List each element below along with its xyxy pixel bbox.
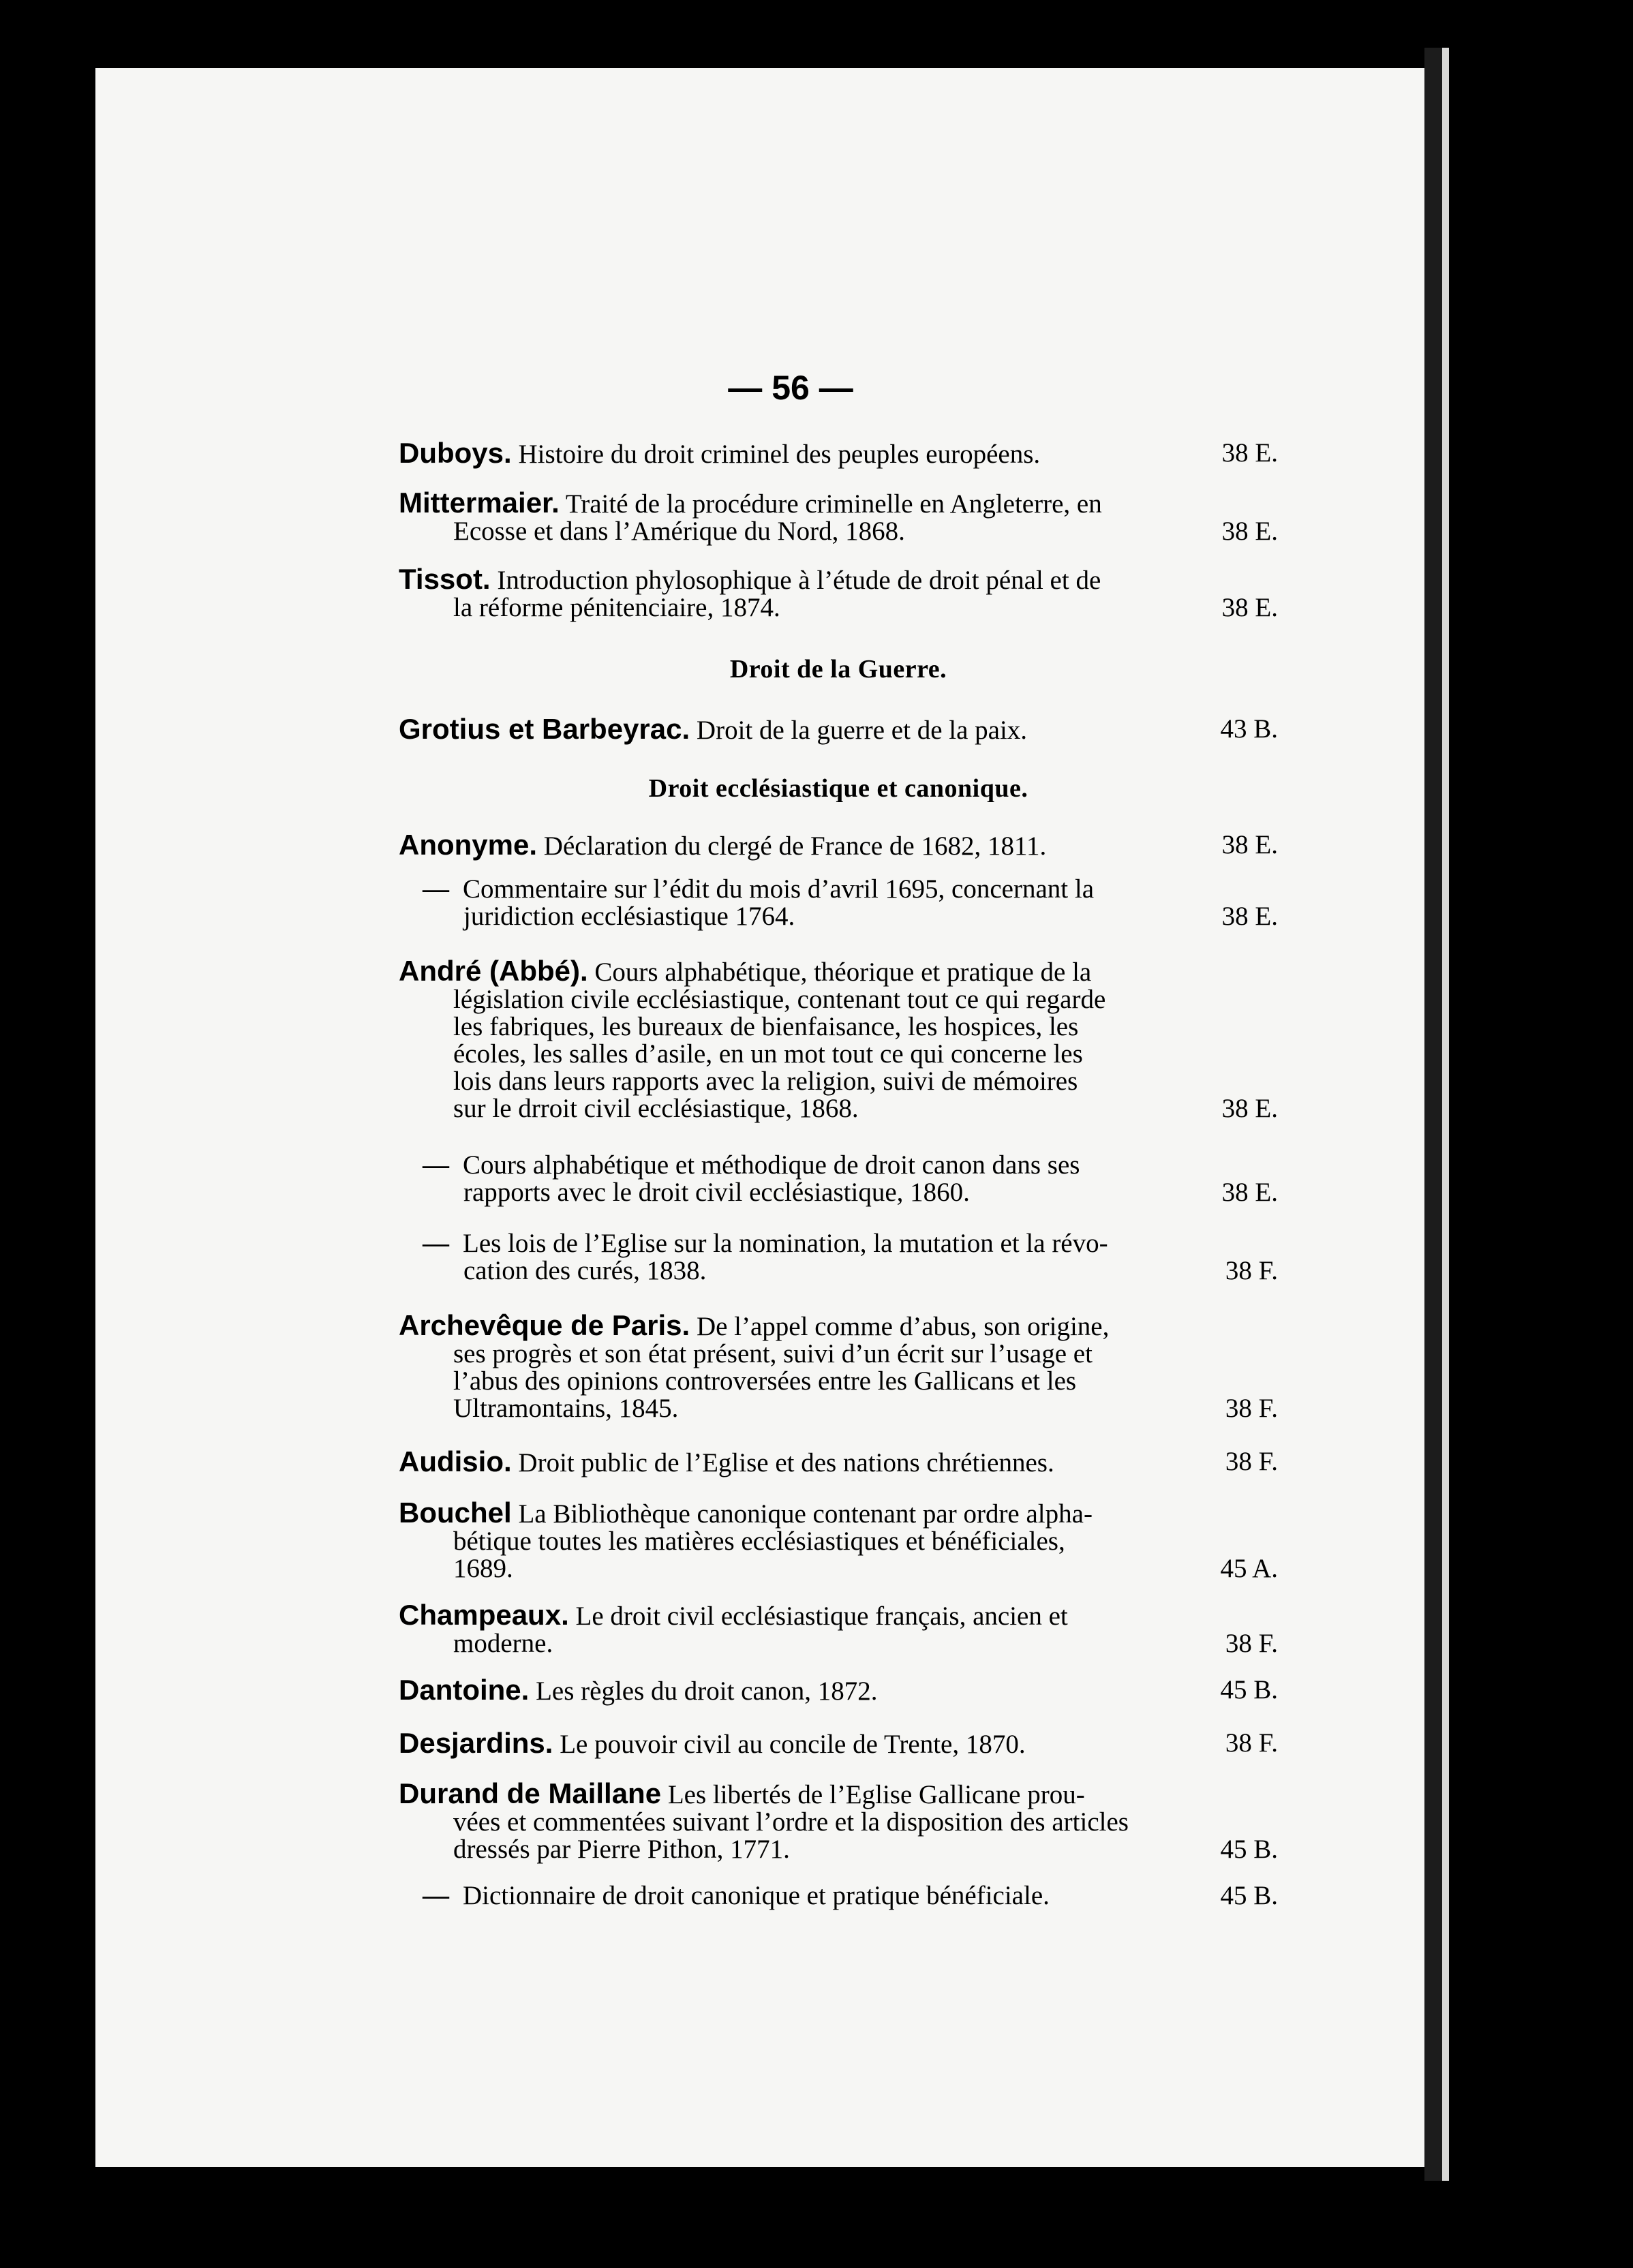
entry-archeveque [399,1309,1278,1423]
entry-author: Anonyme. [399,829,538,861]
entry-dash: — [423,1229,449,1258]
entry-title: Déclaration du clergé de France de 1682, 1811. [543,831,1047,861]
entry-ref: 45 B. [1220,1881,1278,1910]
entry-anonyme [399,831,1278,860]
entry-line: vées et commentées suivant l’ordre et la disposition des articles [453,1807,1129,1837]
entry-ref: 38 E. [1221,1094,1278,1123]
entry-line: lois dans leurs rapports avec la religion, suivi de mémoires [453,1067,1078,1096]
entry-title: Commentaire sur l’édit du mois d’avril 1695, concernant la [463,874,1095,904]
entry-title: Le droit civil ecclésiastique français, ancien et [575,1602,1068,1631]
entry-author: Grotius et Barbeyrac. [399,713,690,745]
entry-author: Dantoine. [399,1674,530,1706]
page-edge-highlight [1442,48,1449,2181]
entry-ref: 38 F. [1225,1629,1278,1658]
entry-title-cont: Ultramontains, 1845. [453,1394,679,1423]
entry-ref: 38 E. [1221,517,1278,546]
entry-ref: 38 F. [1225,1728,1278,1758]
entry-duboys [399,437,1278,469]
entry-title: Le pouvoir civil au concile de Trente, 1870. [560,1730,1026,1759]
entry-title-cont: cation des curés, 1838. [463,1256,707,1285]
entry-andre [399,957,1278,1122]
entry-ref: 38 E. [1221,438,1278,468]
entry-title: Les libertés de l’Eglise Gallicane prou- [667,1780,1085,1809]
entry-line: ses progrès et son état présent, suivi d’un écrit sur l’usage et [453,1339,1093,1368]
page-edge [1424,48,1442,2181]
entry-tissot [399,563,1278,622]
entry-title-cont: la réforme pénitenciaire, 1874. [453,593,780,622]
entry-author: Mittermaier. [399,487,560,519]
entry-author: Duboys. [399,437,512,469]
entry-champeaux [399,1599,1278,1658]
entry-bouchel [399,1499,1278,1582]
entry-ref: 38 F. [1225,1447,1278,1476]
entry-title: Les lois de l’Eglise sur la nomination, la mutation et la révo- [463,1229,1108,1258]
entry-author: Desjardins. [399,1727,553,1759]
entry-author: Champeaux. [399,1599,569,1631]
entry-author: André (Abbé). [399,955,588,987]
entry-ref: 38 E. [1221,902,1278,931]
entry-ref: 45 B. [1220,1675,1278,1704]
entry-ref: 38 F. [1225,1394,1278,1423]
entry-title: Cours alphabétique et méthodique de droit canon dans ses [463,1150,1080,1180]
entry-title: Dictionnaire de droit canonique et pratique bénéficiale. [463,1881,1050,1910]
entry-mittermaier [399,489,1278,545]
entry-title: De l’appel comme d’abus, son origine, [696,1312,1110,1341]
entry-author: Durand de Maillane [399,1777,662,1809]
entry-title-cont: 1689. [453,1554,513,1583]
entry-author: Archevêque de Paris. [399,1309,690,1341]
entry-title: La Bibliothèque canonique contenant par ordre alpha- [518,1499,1093,1529]
entry-title-cont: Ecosse et dans l’Amérique du Nord, 1868. [453,517,905,546]
entry-author: Tissot. [399,563,491,595]
entry-title: Cours alphabétique, théorique et pratique de la [594,957,1092,987]
entry-title-cont: rapports avec le droit civil ecclésiastique, 1860. [463,1178,970,1207]
section-heading: Droit ecclésiastique et canonique. [648,774,1028,803]
entry-durand-de-maillane [399,1777,1278,1864]
entry-grotius [399,713,1278,745]
entry-ref: 38 E. [1221,830,1278,859]
entry-title: Droit de la guerre et de la paix. [696,716,1028,745]
entry-dash: — [423,1881,449,1910]
entry-dash: — [423,1150,449,1180]
entry-ref: 45 B. [1220,1835,1278,1864]
entry-line: écoles, les salles d’asile, en un mot tout ce qui concerne les [453,1039,1083,1069]
entry-ref: 38 F. [1225,1256,1278,1285]
entry-ref: 45 A. [1220,1554,1278,1583]
page-number: — 56 — [728,369,853,407]
entry-ref: 43 B. [1220,714,1278,744]
entry-ref: 38 E. [1221,593,1278,622]
entry-line: l’abus des opinions controversées entre les Gallicans et les [453,1366,1077,1396]
entry-andre-lois [423,1230,1278,1285]
entry-title: Introduction phylosophique à l’étude de droit pénal et de [497,566,1101,595]
entry-andre-cours [423,1152,1278,1206]
section-heading: Droit de la Guerre. [729,655,947,684]
entry-audisio [399,1445,1278,1477]
entry-title-cont: dressés par Pierre Pithon, 1771. [453,1835,790,1864]
entry-line: les fabriques, les bureaux de bienfaisance, les hospices, les [453,1012,1079,1041]
entry-durand-dictionnaire [423,1882,1278,1910]
entry-title: Histoire du droit criminel des peuples européens. [518,440,1041,469]
entry-title: Droit public de l’Eglise et des nations chrétiennes. [518,1448,1054,1477]
entry-title-cont: sur le drroit civil ecclésiastique, 1868. [453,1094,859,1123]
entry-author: Audisio. [399,1445,512,1477]
entry-anonyme-commentaire [423,876,1278,930]
entry-ref: 38 E. [1221,1178,1278,1207]
entry-line: bétique toutes les matières ecclésiastiques et bénéficiales, [453,1527,1065,1556]
entry-line: législation civile ecclésiastique, contenant tout ce qui regarde [453,985,1106,1014]
entry-title-cont: moderne. [453,1629,553,1658]
entry-dantoine [399,1676,1278,1705]
entry-title-cont: juridiction ecclésiastique 1764. [463,902,795,931]
entry-author: Bouchel [399,1497,512,1529]
entry-dash: — [423,874,449,904]
entry-title: Les règles du droit canon, 1872. [536,1676,878,1706]
entry-desjardins [399,1727,1278,1759]
entry-title: Traité de la procédure criminelle en Angleterre, en [565,489,1102,519]
